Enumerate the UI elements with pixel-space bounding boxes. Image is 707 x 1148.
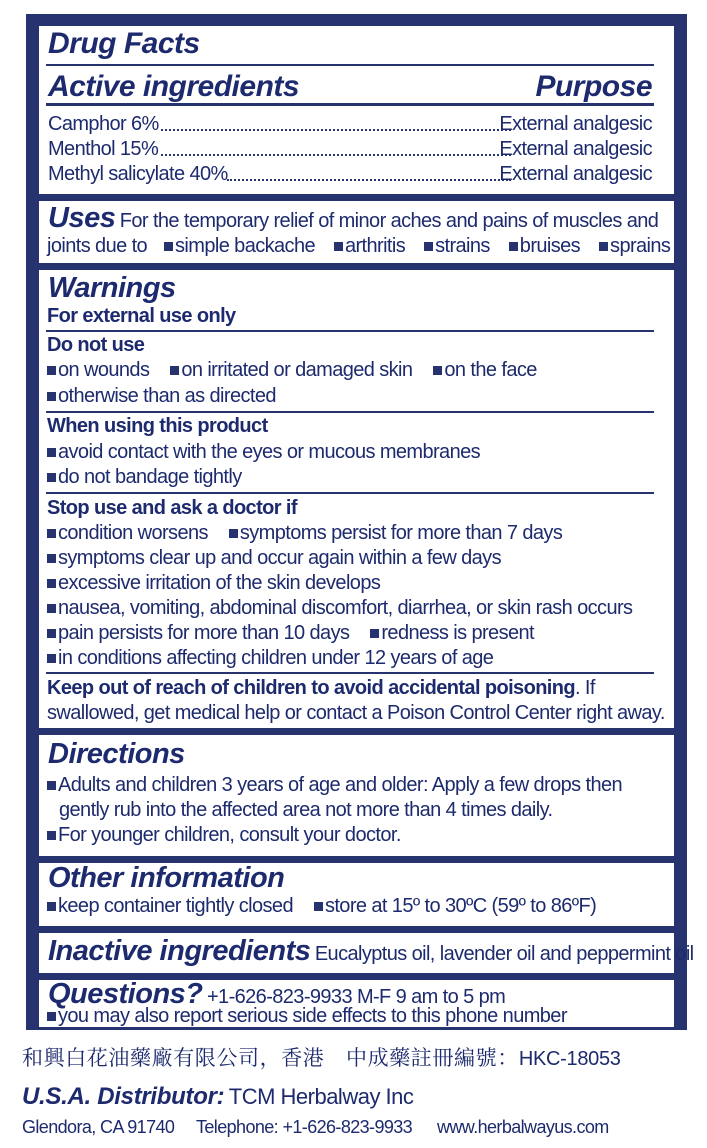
divider bbox=[46, 330, 654, 332]
uses-item: arthritis bbox=[344, 235, 406, 257]
warning-item: redness is present bbox=[381, 622, 534, 644]
keep-out-text: . If bbox=[575, 677, 595, 699]
warning-item: do not bandage tightly bbox=[58, 466, 242, 488]
uses-item: strains bbox=[435, 235, 490, 257]
warning-item: on irritated or damaged skin bbox=[181, 359, 413, 381]
bullet-icon bbox=[314, 902, 323, 911]
warning-item: otherwise than as directed bbox=[58, 385, 276, 407]
uses-line-2 bbox=[47, 236, 670, 256]
warning-item: nausea, vomiting, abdominal discomfort, diarrhea, or skin rash occurs bbox=[58, 597, 633, 619]
distributor-name: TCM Herbalway Inc bbox=[228, 1084, 414, 1109]
do-not-use-line bbox=[47, 386, 276, 406]
stop-use-line bbox=[47, 523, 562, 543]
stop-use-line bbox=[47, 598, 632, 618]
distributor-label: U.S.A. Distributor: bbox=[22, 1083, 225, 1110]
questions-note: you may also report serious side effects to this phone number bbox=[58, 1005, 567, 1027]
uses-item: simple backache bbox=[175, 235, 315, 257]
divider bbox=[46, 492, 654, 494]
bullet-icon bbox=[47, 579, 56, 588]
inactive-text: Eucalyptus oil, lavender oil and peppermint oil bbox=[314, 943, 694, 965]
bullet-icon bbox=[47, 1012, 56, 1021]
dot-leader bbox=[161, 129, 511, 131]
warnings-heading: Warnings bbox=[48, 272, 176, 304]
bullet-icon bbox=[47, 654, 56, 663]
bullet-icon bbox=[47, 604, 56, 613]
warning-item: on wounds bbox=[58, 359, 150, 381]
warning-item: pain persists for more than 10 days bbox=[58, 622, 350, 644]
inactive-ingredients-section bbox=[39, 933, 694, 973]
keep-out-text: swallowed, get medical help or contact a Poison Control Center right away. bbox=[47, 702, 665, 724]
directions-section bbox=[39, 735, 674, 856]
bullet-icon bbox=[47, 781, 56, 790]
questions-note-line bbox=[47, 1006, 567, 1026]
external-use-label: For external use only bbox=[47, 305, 236, 327]
warning-item: symptoms clear up and occur again within a few days bbox=[58, 547, 501, 569]
registration-number: HKC-18053 bbox=[518, 1048, 621, 1070]
active-ingredients-section bbox=[39, 26, 674, 194]
ingredient-name: Methyl salicylate 40% bbox=[48, 163, 228, 185]
questions-heading: Questions? bbox=[48, 978, 203, 1010]
warning-item: condition worsens bbox=[58, 522, 208, 544]
directions-heading: Directions bbox=[48, 738, 185, 770]
keep-out-warning: Keep out of reach of children to avoid accidental poisoning bbox=[47, 677, 575, 699]
uses-heading: Uses bbox=[48, 202, 116, 234]
bullet-icon bbox=[433, 366, 442, 375]
bullet-icon bbox=[47, 448, 56, 457]
direction-text: For younger children, consult your doctor. bbox=[58, 824, 401, 846]
distributor-telephone: Telephone: +1-626-823-9933 bbox=[196, 1117, 413, 1137]
divider bbox=[46, 672, 654, 674]
dot-leader bbox=[227, 179, 511, 181]
warning-item: avoid contact with the eyes or mucous membranes bbox=[58, 441, 481, 463]
warning-item: on the face bbox=[444, 359, 537, 381]
stop-use-heading: Stop use and ask a doctor if bbox=[47, 497, 297, 519]
ingredient-name: Menthol 15% bbox=[48, 138, 159, 160]
other-item: keep container tightly closed bbox=[58, 895, 293, 917]
dot-leader bbox=[161, 154, 511, 156]
bullet-icon bbox=[47, 554, 56, 563]
inactive-line bbox=[48, 937, 694, 966]
bullet-icon bbox=[370, 629, 379, 638]
do-not-use-line bbox=[47, 360, 537, 380]
direction-item bbox=[47, 775, 622, 795]
keep-out-line bbox=[47, 678, 595, 698]
bullet-icon bbox=[170, 366, 179, 375]
ingredient-purpose: External analgesic bbox=[499, 113, 652, 135]
questions-section bbox=[39, 980, 674, 1027]
direction-text: Adults and children 3 years of age and older: Apply a few drops then bbox=[58, 774, 623, 796]
divider bbox=[46, 64, 654, 66]
ingredient-purpose: External analgesic bbox=[499, 163, 652, 185]
when-using-heading: When using this product bbox=[47, 415, 268, 437]
inactive-heading: Inactive ingredients bbox=[48, 935, 311, 967]
uses-item: sprains bbox=[610, 235, 671, 257]
bullet-icon bbox=[47, 902, 56, 911]
bullet-icon bbox=[164, 242, 173, 251]
bullet-icon bbox=[47, 629, 56, 638]
uses-section bbox=[39, 201, 674, 263]
uses-text: For the temporary relief of minor aches and pains of muscles and bbox=[119, 210, 659, 232]
other-information-line bbox=[47, 896, 596, 916]
stop-use-line bbox=[47, 573, 380, 593]
bullet-icon bbox=[47, 366, 56, 375]
chinese-text: 和興白花油藥廠有限公司，香港 中成藥註冊編號： bbox=[22, 1046, 519, 1070]
uses-item: bruises bbox=[519, 235, 581, 257]
bullet-icon bbox=[509, 242, 518, 251]
bullet-icon bbox=[47, 529, 56, 538]
bullet-icon bbox=[47, 392, 56, 401]
purpose-heading: Purpose bbox=[535, 70, 652, 103]
direction-item bbox=[47, 825, 401, 845]
uses-line-1 bbox=[48, 204, 658, 233]
stop-use-line bbox=[47, 623, 534, 643]
ingredient-name: Camphor 6% bbox=[48, 113, 159, 135]
manufacturer-chinese bbox=[22, 1042, 621, 1072]
bullet-icon bbox=[229, 529, 238, 538]
do-not-use-heading: Do not use bbox=[47, 334, 145, 356]
stop-use-line bbox=[47, 548, 501, 568]
divider bbox=[46, 103, 654, 106]
distributor-address: Glendora, CA 91740 bbox=[22, 1117, 175, 1137]
ingredient-purpose: External analgesic bbox=[499, 138, 652, 160]
direction-text: gently rub into the affected area not more than 4 times daily. bbox=[59, 799, 553, 821]
warning-item: in conditions affecting children under 12 years of age bbox=[58, 647, 494, 669]
bullet-icon bbox=[599, 242, 608, 251]
when-using-line bbox=[47, 442, 480, 462]
stop-use-line bbox=[47, 648, 493, 668]
warning-item: symptoms persist for more than 7 days bbox=[239, 522, 563, 544]
other-information-section bbox=[39, 863, 674, 926]
warning-item: excessive irritation of the skin develops bbox=[58, 572, 381, 594]
distributor-line bbox=[22, 1083, 413, 1111]
drug-facts-panel bbox=[26, 14, 694, 1030]
bullet-icon bbox=[334, 242, 343, 251]
bullet-icon bbox=[47, 831, 56, 840]
other-information-heading: Other information bbox=[48, 862, 285, 894]
bullet-icon bbox=[424, 242, 433, 251]
distributor-website[interactable]: www.herbalwayus.com bbox=[437, 1117, 609, 1137]
warnings-section bbox=[39, 270, 674, 728]
questions-phone: +1-626-823-9933 M-F 9 am to 5 pm bbox=[206, 986, 506, 1008]
uses-text: joints due to bbox=[47, 235, 148, 257]
bullet-icon bbox=[47, 473, 56, 482]
divider bbox=[46, 411, 654, 413]
drug-facts-title: Drug Facts bbox=[48, 27, 200, 60]
when-using-line bbox=[47, 467, 242, 487]
active-ingredients-heading: Active ingredients bbox=[48, 70, 300, 103]
other-item: store at 15º to 30ºC (59º to 86ºF) bbox=[324, 895, 597, 917]
